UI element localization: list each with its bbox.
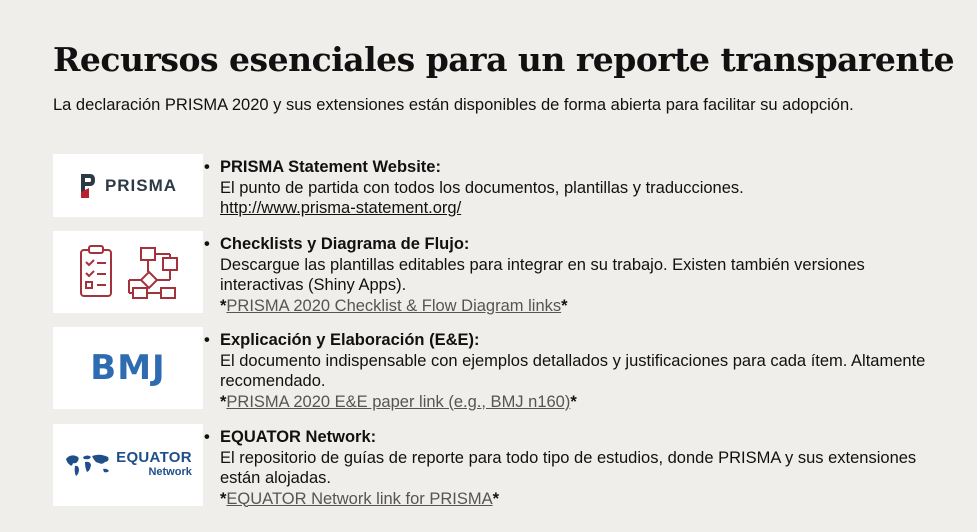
bmj-logo: BMJ (90, 348, 166, 388)
equator-logo (64, 450, 192, 480)
prisma-mark-icon (79, 172, 97, 200)
bullet: • (204, 331, 210, 349)
bullet: • (204, 158, 210, 176)
resource-heading: PRISMA Statement Website: (220, 158, 441, 176)
resource-description: El repositorio de guías de reporte para todo tipo de estudios, donde PRISMA y sus extensiones están alojadas. (220, 448, 917, 487)
resource-content: • Explicación y Elaboración (E&E): El documento indispensable con ejemplos detallados y justificaciones para cada ítem. Altamente recomendado. *PRISMA 2020 E&E paper link (e.g., BMJ n160)* (220, 330, 940, 412)
world-map-icon (64, 451, 112, 479)
resource-heading: Checklists y Diagrama de Flujo: (220, 235, 470, 253)
resource-heading: Explicación y Elaboración (E&E): (220, 331, 480, 349)
bmj-logo-box (53, 327, 203, 409)
prisma-logo-box (53, 154, 203, 217)
equator-logo-box (53, 424, 203, 506)
equator-logo-subtext: Network (148, 466, 192, 478)
resource-content (204, 157, 940, 219)
checklist-flowchart-icon (73, 242, 183, 302)
checklist-flow-link[interactable]: PRISMA 2020 Checklist & Flow Diagram links (226, 296, 562, 315)
bullet: • (204, 235, 210, 253)
page-subtitle: La declaración PRISMA 2020 y sus extensiones están disponibles de forma abierta para facilitar su adopción. (53, 96, 854, 114)
resource-heading: EQUATOR Network: (220, 428, 377, 446)
prisma-logo (79, 172, 177, 200)
resource-content: • EQUATOR Network: El repositorio de guías de reporte para todo tipo de estudios, donde PRISMA y sus extensiones están alojadas. *EQUATOR Network link for PRISMA* (220, 427, 940, 509)
prisma-website-link[interactable]: http://www.prisma-statement.org/ (220, 199, 462, 217)
page-title: Recursos esenciales para un reporte transparente (53, 40, 955, 79)
checklist-logo-box (53, 231, 203, 313)
resource-description: El documento indispensable con ejemplos detallados y justificaciones para cada ítem. Altamente recomendado. (220, 351, 926, 390)
resource-description: El punto de partida con todos los documentos, plantillas y traducciones. (220, 178, 744, 197)
ee-paper-link[interactable]: PRISMA 2020 E&E paper link (e.g., BMJ n160) (226, 392, 571, 411)
equator-link[interactable]: EQUATOR Network link for PRISMA (226, 489, 493, 508)
bullet: • (204, 428, 210, 446)
equator-logo-text: EQUATOR (116, 449, 192, 466)
resource-content: • Checklists y Diagrama de Flujo: Descargue las plantillas editables para integrar en su trabajo. Existen también versiones interactivas (Shiny Apps). *PRISMA 2020 Checklist & Flow Diagram links* (220, 234, 940, 316)
prisma-logo-text: PRISMA (104, 175, 178, 195)
resource-description: Descargue las plantillas editables para integrar en su trabajo. Existen también versiones interactivas (Shiny Apps). (220, 255, 865, 294)
